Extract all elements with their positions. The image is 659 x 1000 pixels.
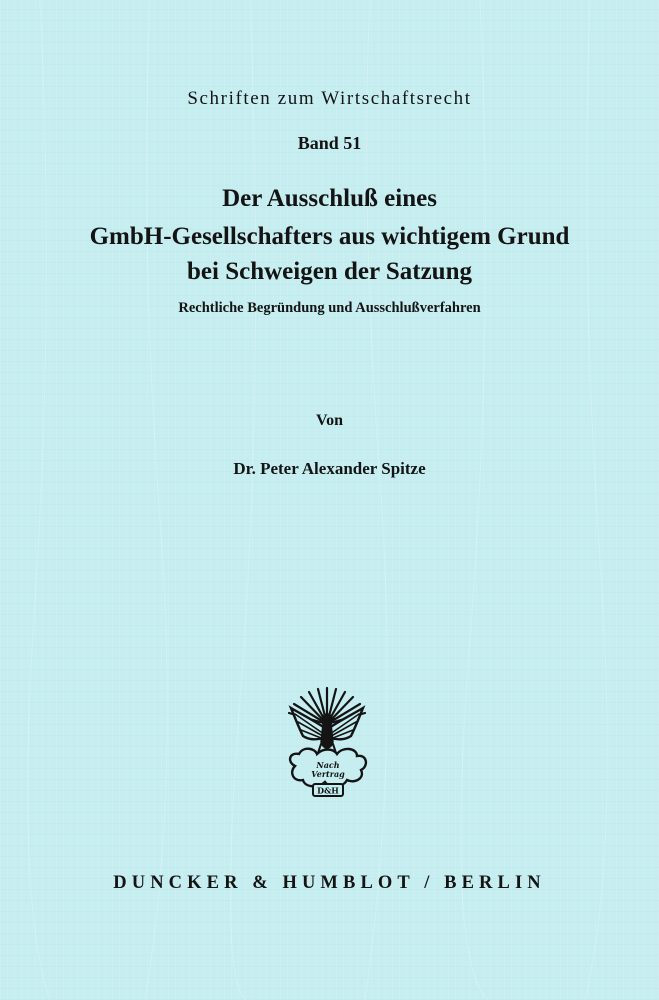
series-title: Schriften zum Wirtschaftsrecht [187,88,472,109]
author-name: Dr. Peter Alexander Spitze [233,459,426,478]
book-subtitle: Rechtliche Begründung und Ausschlußverfahren [178,300,481,316]
eagle-emblem-icon [281,684,373,799]
publisher-imprint: DUNCKER & HUMBLOT / BERLIN [113,873,546,893]
book-title-line-3: bei Schweigen der Satzung [187,258,472,285]
book-title-line-1: Der Ausschluß eines [222,185,437,212]
emblem-monogram: D&H [317,785,339,796]
emblem-motto-line-1: Nach [316,760,340,770]
by-label: Von [316,412,343,429]
volume-number: Band 51 [297,133,362,153]
book-title-line-2: GmbH-Gesellschafters aus wichtigem Grund [89,223,570,250]
emblem-motto-line-2: Vertrag [311,769,345,779]
